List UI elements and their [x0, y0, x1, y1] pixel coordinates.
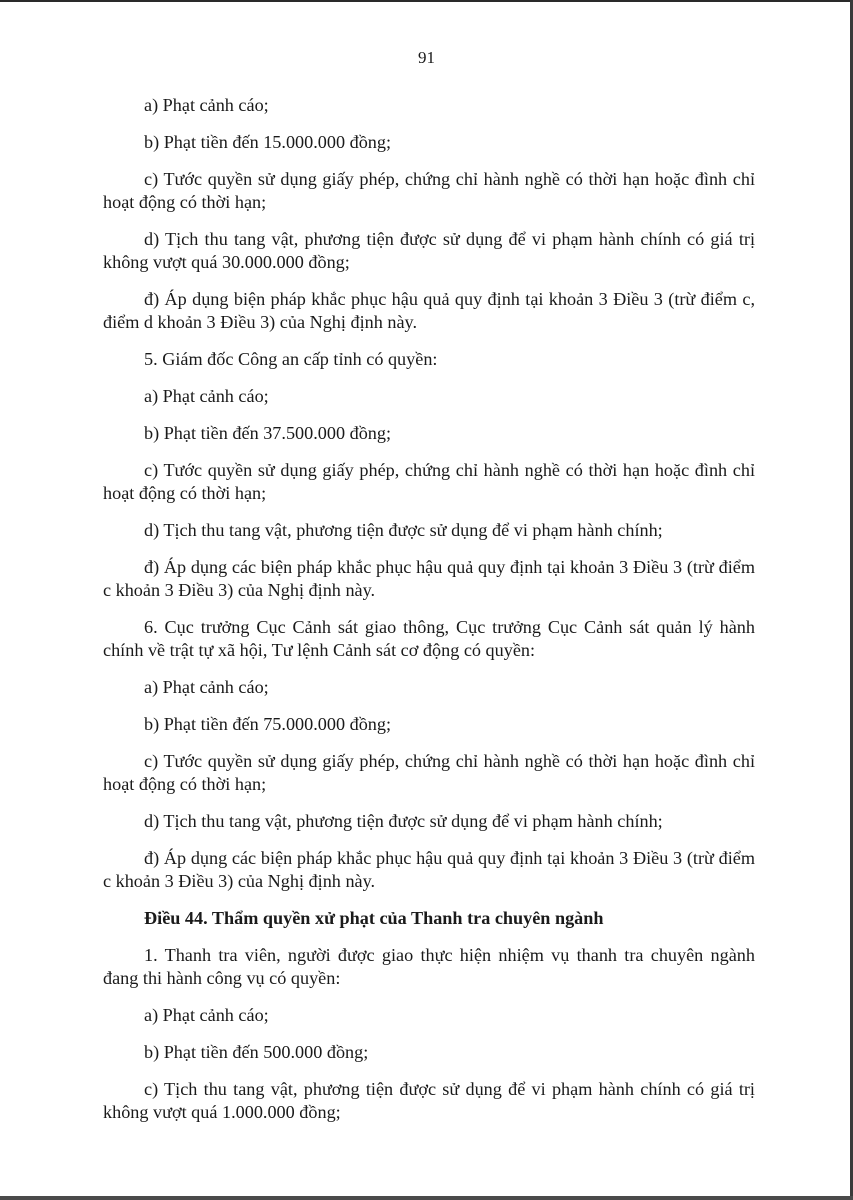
paragraph: đ) Áp dụng các biện pháp khắc phục hậu quả quy định tại khoản 3 Điều 3 (trừ điểm c khoản 3 Điều 3) của Nghị định này. — [103, 557, 755, 600]
paragraph: 5. Giám đốc Công an cấp tỉnh có quyền: — [144, 349, 438, 369]
page-number: 91 — [418, 48, 435, 67]
document-body — [103, 94, 755, 1138]
paragraph: c) Tước quyền sử dụng giấy phép, chứng chỉ hành nghề có thời hạn hoặc đình chỉ hoạt động có thời hạn; — [103, 169, 755, 212]
paragraph: đ) Áp dụng biện pháp khắc phục hậu quả quy định tại khoản 3 Điều 3 (trừ điểm c, điểm d khoản 3 Điều 3) của Nghị định này. — [103, 289, 755, 332]
paragraph: d) Tịch thu tang vật, phương tiện được sử dụng để vi phạm hành chính; — [144, 811, 663, 831]
paragraph: a) Phạt cảnh cáo; — [144, 386, 269, 406]
paragraph: b) Phạt tiền đến 15.000.000 đồng; — [144, 132, 392, 152]
paragraph: a) Phạt cảnh cáo; — [144, 1005, 269, 1025]
paragraph: d) Tịch thu tang vật, phương tiện được sử dụng để vi phạm hành chính; — [144, 520, 663, 540]
paragraph: 1. Thanh tra viên, người được giao thực hiện nhiệm vụ thanh tra chuyên ngành đang thi hành công vụ có quyền: — [103, 945, 755, 988]
paragraph: a) Phạt cảnh cáo; — [144, 677, 269, 697]
paragraph: b) Phạt tiền đến 75.000.000 đồng; — [144, 714, 392, 734]
paragraph: c) Tước quyền sử dụng giấy phép, chứng chỉ hành nghề có thời hạn hoặc đình chỉ hoạt động có thời hạn; — [103, 460, 755, 503]
paragraph: c) Tước quyền sử dụng giấy phép, chứng chỉ hành nghề có thời hạn hoặc đình chỉ hoạt động có thời hạn; — [103, 751, 755, 794]
paragraph: b) Phạt tiền đến 500.000 đồng; — [144, 1042, 369, 1062]
paragraph: c) Tịch thu tang vật, phương tiện được sử dụng để vi phạm hành chính có giá trị không vượt quá 1.000.000 đồng; — [103, 1079, 755, 1122]
paragraph: 6. Cục trưởng Cục Cảnh sát giao thông, Cục trưởng Cục Cảnh sát quản lý hành chính về trật tự xã hội, Tư lệnh Cảnh sát cơ động có quyền: — [103, 617, 755, 660]
article-heading: Điều 44. Thẩm quyền xử phạt của Thanh tra chuyên ngành — [144, 908, 604, 928]
paragraph: a) Phạt cảnh cáo; — [144, 95, 269, 115]
paragraph: đ) Áp dụng các biện pháp khắc phục hậu quả quy định tại khoản 3 Điều 3 (trừ điểm c khoản 3 Điều 3) của Nghị định này. — [103, 848, 755, 891]
paragraph: d) Tịch thu tang vật, phương tiện được sử dụng để vi phạm hành chính có giá trị không vượt quá 30.000.000 đồng; — [103, 229, 755, 272]
scan-edge-top — [0, 0, 853, 2]
paragraph: b) Phạt tiền đến 37.500.000 đồng; — [144, 423, 392, 443]
scan-edge-bottom — [0, 1196, 853, 1200]
